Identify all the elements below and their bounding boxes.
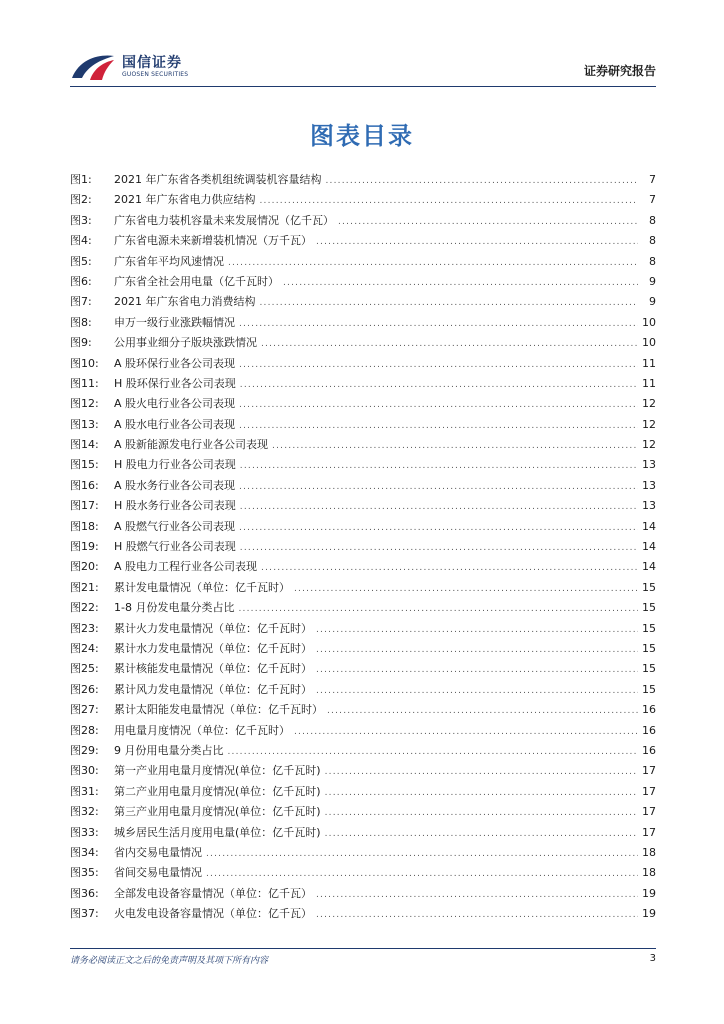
toc-entry-number: 图8:	[70, 315, 92, 329]
toc-dot-leader	[272, 436, 638, 456]
toc-entry-page: 15	[642, 662, 656, 676]
toc-entry-page: 8	[649, 234, 656, 248]
toc-entry-title: A 股环保行业各公司表现	[114, 356, 236, 370]
toc-entry-number: 图35:	[70, 866, 99, 880]
toc-dot-leader	[240, 497, 638, 517]
toc-entry-number: 图27:	[70, 703, 99, 717]
toc-entry-title: H 股燃气行业各公司表现	[114, 540, 236, 554]
toc-entry-page: 15	[642, 682, 656, 696]
toc-entry[interactable]	[70, 435, 656, 455]
toc-entry[interactable]	[70, 700, 656, 720]
toc-entry-number: 图21:	[70, 580, 99, 594]
toc-entry[interactable]	[70, 904, 656, 924]
toc-entry-title: 1-8 月份发电量分类占比	[114, 601, 235, 615]
toc-entry-title: 2021 年广东省各类机组统调装机容量结构	[114, 173, 322, 186]
toc-entry-number: 图37:	[70, 907, 99, 921]
toc-entry-title: H 股环保行业各公司表现	[114, 376, 236, 390]
toc-dot-leader	[326, 171, 639, 191]
toc-entry-title: 申万一级行业涨跌幅情况	[114, 315, 235, 329]
toc-entry-title: 第二产业用电量月度情况(单位：亿千瓦时)	[114, 784, 321, 798]
toc-dot-leader	[239, 518, 638, 538]
toc-entry-page: 16	[642, 743, 656, 757]
toc-entry-number: 图1:	[70, 173, 92, 186]
toc-entry[interactable]	[70, 415, 656, 435]
toc-entry-page: 14	[642, 540, 656, 554]
toc-entry-page: 17	[642, 805, 656, 819]
toc-entry-title: H 股电力行业各公司表现	[114, 458, 236, 472]
toc-entry[interactable]	[70, 354, 656, 374]
toc-dot-leader	[316, 620, 638, 640]
toc-dot-leader	[240, 456, 638, 476]
toc-entry-page: 7	[649, 193, 656, 207]
toc-entry-page: 17	[642, 784, 656, 798]
toc-dot-leader	[206, 864, 638, 884]
toc-entry[interactable]	[70, 211, 656, 231]
toc-entry[interactable]	[70, 517, 656, 537]
toc-entry-title: 广东省电源未来新增装机情况（万千瓦）	[114, 234, 312, 248]
figure-table-of-contents	[70, 170, 656, 924]
toc-entry-title: 累计核能发电量情况（单位：亿千瓦时）	[114, 662, 312, 676]
toc-dot-leader	[240, 538, 638, 558]
toc-entry-number: 图9:	[70, 336, 92, 350]
toc-entry-page: 13	[642, 478, 656, 492]
toc-entry[interactable]	[70, 659, 656, 679]
toc-entry-title: 省内交易电量情况	[114, 845, 202, 859]
toc-entry-number: 图5:	[70, 254, 92, 268]
toc-entry-title: 广东省年平均风速情况	[114, 254, 224, 268]
toc-entry-page: 15	[642, 601, 656, 615]
toc-entry-number: 图15:	[70, 458, 99, 472]
toc-entry-number: 图18:	[70, 519, 99, 533]
toc-entry-title: A 股水电行业各公司表现	[114, 417, 236, 431]
toc-entry[interactable]	[70, 721, 656, 741]
logo-chinese-name: 国信证券	[122, 55, 182, 71]
toc-dot-leader	[325, 803, 638, 823]
toc-entry-page: 19	[642, 907, 656, 921]
toc-entry-number: 图28:	[70, 723, 99, 737]
toc-dot-leader	[239, 314, 638, 334]
toc-entry-title: 全部发电设备容量情况（单位：亿千瓦）	[114, 886, 312, 900]
toc-dot-leader	[327, 701, 638, 721]
toc-entry-title: 累计发电量情况（单位：亿千瓦时）	[114, 580, 290, 594]
toc-dot-leader	[316, 905, 638, 925]
toc-entry[interactable]	[70, 843, 656, 863]
toc-entry-number: 图4:	[70, 234, 92, 248]
toc-entry-page: 16	[642, 723, 656, 737]
toc-entry[interactable]	[70, 374, 656, 394]
toc-entry-page: 15	[642, 580, 656, 594]
toc-dot-leader	[239, 477, 638, 497]
disclaimer-text: 请务必阅读正文之后的免责声明及其项下所有内容	[70, 956, 269, 966]
toc-entry-page: 12	[642, 438, 656, 452]
toc-dot-leader	[239, 416, 638, 436]
toc-entry-title: 公用事业细分子版块涨跌情况	[114, 336, 257, 350]
toc-entry-page: 15	[642, 621, 656, 635]
toc-entry-title: 城乡居民生活月度用电量(单位：亿千瓦时)	[114, 825, 321, 839]
toc-entry[interactable]	[70, 231, 656, 251]
toc-entry-page: 16	[642, 703, 656, 717]
toc-entry-page: 15	[642, 641, 656, 655]
toc-entry[interactable]	[70, 619, 656, 639]
toc-entry-page: 13	[642, 458, 656, 472]
toc-dot-leader	[228, 253, 638, 273]
toc-entry-page: 7	[649, 173, 656, 186]
toc-entry-title: 累计火力发电量情况（单位：亿千瓦时）	[114, 621, 312, 635]
toc-entry[interactable]	[70, 333, 656, 353]
toc-entry[interactable]	[70, 884, 656, 904]
toc-entry[interactable]	[70, 802, 656, 822]
toc-entry-number: 图29:	[70, 743, 99, 757]
toc-dot-leader	[316, 232, 638, 252]
toc-entry[interactable]	[70, 782, 656, 802]
toc-dot-leader	[239, 395, 638, 415]
toc-dot-leader	[316, 640, 638, 660]
toc-entry[interactable]	[70, 496, 656, 516]
toc-entry-number: 图32:	[70, 805, 99, 819]
guosen-logo-icon	[70, 52, 116, 82]
toc-entry-title: 2021 年广东省电力消费结构	[114, 295, 256, 309]
toc-entry-number: 图12:	[70, 397, 99, 411]
toc-entry-title: 累计水力发电量情况（单位：亿千瓦时）	[114, 641, 312, 655]
toc-entry-title: H 股水务行业各公司表现	[114, 499, 236, 513]
toc-dot-leader	[238, 599, 638, 619]
toc-entry-number: 图34:	[70, 845, 99, 859]
toc-entry-number: 图22:	[70, 601, 99, 615]
page-footer	[70, 948, 656, 969]
toc-entry-page: 11	[642, 376, 656, 390]
toc-entry[interactable]	[70, 292, 656, 312]
toc-entry-title: A 股水务行业各公司表现	[114, 478, 236, 492]
page-title: 图表目录	[310, 122, 414, 150]
toc-entry-number: 图19:	[70, 540, 99, 554]
toc-entry-number: 图16:	[70, 478, 99, 492]
toc-entry-title: 累计风力发电量情况（单位：亿千瓦时）	[114, 682, 312, 696]
toc-entry-page: 8	[649, 254, 656, 268]
toc-dot-leader	[228, 742, 639, 762]
toc-entry[interactable]	[70, 578, 656, 598]
toc-entry-number: 图11:	[70, 376, 99, 390]
toc-entry[interactable]	[70, 394, 656, 414]
toc-dot-leader	[260, 191, 639, 211]
toc-entry[interactable]	[70, 476, 656, 496]
toc-entry-title: A 股火电行业各公司表现	[114, 397, 236, 411]
toc-entry-page: 9	[649, 295, 656, 309]
toc-entry-page: 14	[642, 519, 656, 533]
toc-entry[interactable]	[70, 639, 656, 659]
toc-entry-title: 用电量月度情况（单位：亿千瓦时）	[114, 723, 290, 737]
toc-dot-leader	[294, 579, 638, 599]
toc-dot-leader	[261, 334, 638, 354]
toc-entry-number: 图3:	[70, 213, 92, 227]
toc-entry[interactable]	[70, 272, 656, 292]
toc-entry-title: 第一产业用电量月度情况(单位：亿千瓦时)	[114, 764, 321, 778]
toc-dot-leader	[316, 660, 638, 680]
toc-entry-page: 18	[642, 845, 656, 859]
toc-entry[interactable]	[70, 455, 656, 475]
toc-entry-title: A 股电力工程行业各公司表现	[114, 560, 258, 574]
toc-entry[interactable]	[70, 557, 656, 577]
toc-entry-title: 2021 年广东省电力供应结构	[114, 193, 256, 207]
toc-entry-number: 图17:	[70, 499, 99, 513]
toc-dot-leader	[261, 558, 638, 578]
toc-dot-leader	[240, 375, 638, 395]
toc-entry[interactable]	[70, 190, 656, 210]
toc-entry-number: 图26:	[70, 682, 99, 696]
toc-dot-leader	[206, 844, 638, 864]
toc-entry-page: 14	[642, 560, 656, 574]
toc-dot-leader	[316, 681, 638, 701]
toc-entry-number: 图6:	[70, 274, 92, 288]
toc-entry-number: 图23:	[70, 621, 99, 635]
toc-entry-title: 累计太阳能发电量情况（单位：亿千瓦时）	[114, 703, 323, 717]
toc-dot-leader	[239, 355, 638, 375]
toc-entry-title: 省间交易电量情况	[114, 866, 202, 880]
toc-entry[interactable]	[70, 170, 656, 190]
toc-entry-title: 广东省电力装机容量未来发展情况（亿千瓦）	[114, 213, 334, 227]
toc-entry-page: 13	[642, 499, 656, 513]
toc-dot-leader	[294, 722, 638, 742]
toc-entry-page: 19	[642, 886, 656, 900]
toc-entry-number: 图36:	[70, 886, 99, 900]
toc-entry[interactable]	[70, 537, 656, 557]
toc-entry-number: 图33:	[70, 825, 99, 839]
toc-entry-number: 图2:	[70, 193, 92, 207]
toc-entry-page: 11	[642, 356, 656, 370]
toc-dot-leader	[325, 824, 638, 844]
toc-dot-leader	[260, 293, 639, 313]
toc-entry[interactable]	[70, 313, 656, 333]
toc-entry-number: 图14:	[70, 438, 99, 452]
toc-entry-number: 图30:	[70, 764, 99, 778]
toc-entry-page: 17	[642, 764, 656, 778]
toc-entry-title: 火电发电设备容量情况（单位：亿千瓦）	[114, 907, 312, 921]
toc-entry[interactable]	[70, 252, 656, 272]
toc-entry-page: 12	[642, 397, 656, 411]
toc-entry[interactable]	[70, 823, 656, 843]
toc-entry-page: 12	[642, 417, 656, 431]
report-type-label: 证券研究报告	[583, 64, 656, 78]
toc-entry-number: 图13:	[70, 417, 99, 431]
toc-entry-page: 10	[642, 315, 656, 329]
toc-dot-leader	[325, 783, 638, 803]
toc-entry[interactable]	[70, 741, 656, 761]
toc-entry-page: 10	[642, 336, 656, 350]
toc-entry-number: 图10:	[70, 356, 99, 370]
toc-dot-leader	[283, 273, 638, 293]
toc-entry[interactable]	[70, 863, 656, 883]
toc-entry-page: 17	[642, 825, 656, 839]
toc-entry-title: 广东省全社会用电量（亿千瓦时）	[114, 274, 279, 288]
toc-entry-title: A 股新能源发电行业各公司表现	[114, 438, 269, 452]
page-header	[70, 50, 656, 87]
toc-entry-title: 9 月份用电量分类占比	[114, 743, 224, 757]
toc-entry-page: 8	[649, 213, 656, 227]
guosen-logo	[70, 52, 188, 82]
toc-entry-page: 18	[642, 866, 656, 880]
logo-english-name: GUOSEN SECURITIES	[122, 71, 189, 78]
toc-entry-title: 第三产业用电量月度情况(单位：亿千瓦时)	[114, 805, 321, 819]
toc-entry[interactable]	[70, 598, 656, 618]
toc-dot-leader	[316, 885, 638, 905]
toc-entry-title: A 股燃气行业各公司表现	[114, 519, 236, 533]
toc-entry-number: 图24:	[70, 641, 99, 655]
toc-entry-number: 图20:	[70, 560, 99, 574]
toc-entry-number: 图25:	[70, 662, 99, 676]
toc-entry-page: 9	[649, 274, 656, 288]
toc-entry[interactable]	[70, 680, 656, 700]
toc-entry-number: 图31:	[70, 784, 99, 798]
toc-entry-number: 图7:	[70, 295, 92, 309]
page-number: 3	[649, 953, 656, 964]
toc-dot-leader	[338, 212, 638, 232]
toc-dot-leader	[325, 762, 638, 782]
toc-entry[interactable]	[70, 761, 656, 781]
